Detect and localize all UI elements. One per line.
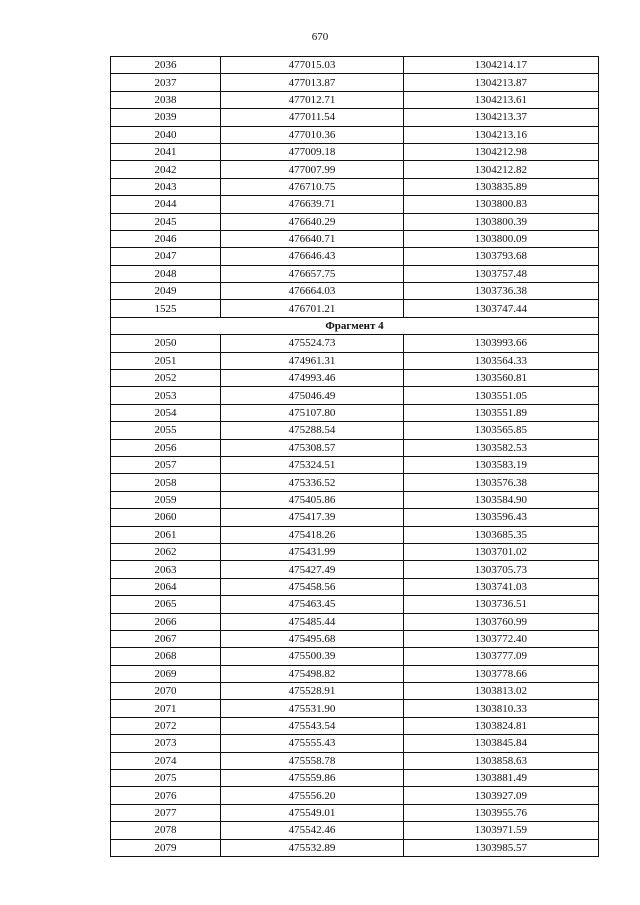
y-coordinate-cell: 1303793.68 [404,248,599,265]
table-row [111,543,599,560]
x-coordinate-cell: 477007.99 [221,161,404,178]
x-coordinate-cell: 475336.52 [221,474,404,491]
x-coordinate-cell: 475555.43 [221,735,404,752]
point-id-cell: 2048 [111,265,221,282]
y-coordinate-cell: 1303927.09 [404,787,599,804]
x-coordinate-cell: 475324.51 [221,456,404,473]
table-row [111,491,599,508]
table-row [111,387,599,404]
table-row [111,700,599,717]
x-coordinate-cell: 477010.36 [221,126,404,143]
table-row [111,335,599,352]
y-coordinate-cell: 1303741.03 [404,578,599,595]
table-row [111,74,599,91]
table-row [111,91,599,108]
table-row [111,630,599,647]
y-coordinate-cell: 1303858.63 [404,752,599,769]
point-id-cell: 2063 [111,561,221,578]
table-row [111,752,599,769]
x-coordinate-cell: 476639.71 [221,196,404,213]
y-coordinate-cell: 1303685.35 [404,526,599,543]
page-number: 670 [311,31,329,43]
point-id-cell: 2042 [111,161,221,178]
y-coordinate-cell: 1303576.38 [404,474,599,491]
point-id-cell: 2065 [111,596,221,613]
x-coordinate-cell: 475558.78 [221,752,404,769]
x-coordinate-cell: 475559.86 [221,770,404,787]
point-id-cell: 2049 [111,283,221,300]
point-id-cell: 2044 [111,196,221,213]
point-id-cell: 2064 [111,578,221,595]
point-id-cell: 2069 [111,665,221,682]
point-id-cell: 2051 [111,352,221,369]
table-row [111,143,599,160]
x-coordinate-cell: 475531.90 [221,700,404,717]
point-id-cell: 2052 [111,370,221,387]
y-coordinate-cell: 1303813.02 [404,683,599,700]
table-row [111,370,599,387]
point-id-cell: 2074 [111,752,221,769]
y-coordinate-cell: 1303810.33 [404,700,599,717]
point-id-cell: 2053 [111,387,221,404]
y-coordinate-cell: 1303772.40 [404,630,599,647]
section-header-row [111,317,599,334]
y-coordinate-cell: 1304212.82 [404,161,599,178]
point-id-cell: 2061 [111,526,221,543]
point-id-cell: 2067 [111,630,221,647]
x-coordinate-cell: 476640.71 [221,230,404,247]
table-row [111,822,599,839]
table-row [111,300,599,317]
point-id-cell: 2037 [111,74,221,91]
y-coordinate-cell: 1303778.66 [404,665,599,682]
x-coordinate-cell: 476710.75 [221,178,404,195]
y-coordinate-cell: 1303583.19 [404,456,599,473]
x-coordinate-cell: 475431.99 [221,543,404,560]
x-coordinate-cell: 476664.03 [221,283,404,300]
x-coordinate-cell: 475549.01 [221,804,404,821]
table-row [111,648,599,665]
y-coordinate-cell: 1303800.09 [404,230,599,247]
table-row [111,526,599,543]
y-coordinate-cell: 1303584.90 [404,491,599,508]
point-id-cell: 2050 [111,335,221,352]
y-coordinate-cell: 1304214.17 [404,57,599,74]
x-coordinate-cell: 476640.29 [221,213,404,230]
x-coordinate-cell: 477009.18 [221,143,404,160]
table-row [111,578,599,595]
table-row [111,839,599,856]
point-id-cell: 2055 [111,422,221,439]
y-coordinate-cell: 1303800.83 [404,196,599,213]
table-row [111,126,599,143]
point-id-cell: 2043 [111,178,221,195]
point-id-cell: 2041 [111,143,221,160]
x-coordinate-cell: 475463.45 [221,596,404,613]
x-coordinate-cell: 475308.57 [221,439,404,456]
point-id-cell: 2068 [111,648,221,665]
x-coordinate-cell: 475543.54 [221,717,404,734]
x-coordinate-cell: 477012.71 [221,91,404,108]
y-coordinate-cell: 1303582.53 [404,439,599,456]
y-coordinate-cell: 1303881.49 [404,770,599,787]
section-header-group [111,317,599,334]
point-id-cell: 2045 [111,213,221,230]
point-id-cell: 2039 [111,109,221,126]
table-row [111,404,599,421]
x-coordinate-cell: 475528.91 [221,683,404,700]
y-coordinate-cell: 1303955.76 [404,804,599,821]
x-coordinate-cell: 475288.54 [221,422,404,439]
y-coordinate-cell: 1303551.89 [404,404,599,421]
y-coordinate-cell: 1303985.57 [404,839,599,856]
x-coordinate-cell: 477011.54 [221,109,404,126]
y-coordinate-cell: 1303824.81 [404,717,599,734]
point-id-cell: 2059 [111,491,221,508]
y-coordinate-cell: 1303800.39 [404,213,599,230]
point-id-cell: 2072 [111,717,221,734]
y-coordinate-cell: 1303777.09 [404,648,599,665]
y-coordinate-cell: 1303560.81 [404,370,599,387]
point-id-cell: 2073 [111,735,221,752]
point-id-cell: 2078 [111,822,221,839]
point-id-cell: 2036 [111,57,221,74]
rows-before [111,57,599,318]
y-coordinate-cell: 1303760.99 [404,613,599,630]
table-row [111,596,599,613]
x-coordinate-cell: 475524.73 [221,335,404,352]
x-coordinate-cell: 475046.49 [221,387,404,404]
x-coordinate-cell: 475498.82 [221,665,404,682]
y-coordinate-cell: 1303705.73 [404,561,599,578]
table-row [111,770,599,787]
x-coordinate-cell: 475532.89 [221,839,404,856]
x-coordinate-cell: 474961.31 [221,352,404,369]
y-coordinate-cell: 1303736.38 [404,283,599,300]
x-coordinate-cell: 476701.21 [221,300,404,317]
y-coordinate-cell: 1303565.85 [404,422,599,439]
y-coordinate-cell: 1303551.05 [404,387,599,404]
point-id-cell: 2077 [111,804,221,821]
table-row [111,439,599,456]
table-row [111,665,599,682]
x-coordinate-cell: 475107.80 [221,404,404,421]
table-row [111,474,599,491]
table-row [111,178,599,195]
x-coordinate-cell: 475405.86 [221,491,404,508]
point-id-cell: 2060 [111,509,221,526]
x-coordinate-cell: 477013.87 [221,74,404,91]
x-coordinate-cell: 475500.39 [221,648,404,665]
table-row [111,57,599,74]
point-id-cell: 2040 [111,126,221,143]
table-row [111,196,599,213]
point-id-cell: 2066 [111,613,221,630]
table-row [111,283,599,300]
y-coordinate-cell: 1303845.84 [404,735,599,752]
y-coordinate-cell: 1303993.66 [404,335,599,352]
point-id-cell: 2075 [111,770,221,787]
point-id-cell: 2062 [111,543,221,560]
y-coordinate-cell: 1303564.33 [404,352,599,369]
table-row [111,735,599,752]
point-id-cell: 2038 [111,91,221,108]
y-coordinate-cell: 1303596.43 [404,509,599,526]
point-id-cell: 2056 [111,439,221,456]
y-coordinate-cell: 1303757.48 [404,265,599,282]
table-row [111,456,599,473]
coordinates-table [110,56,599,857]
x-coordinate-cell: 475418.26 [221,526,404,543]
y-coordinate-cell: 1303835.89 [404,178,599,195]
y-coordinate-cell: 1304213.87 [404,74,599,91]
y-coordinate-cell: 1304213.61 [404,91,599,108]
x-coordinate-cell: 475427.49 [221,561,404,578]
point-id-cell: 2046 [111,230,221,247]
table-row [111,787,599,804]
table-row [111,804,599,821]
y-coordinate-cell: 1304213.37 [404,109,599,126]
y-coordinate-cell: 1304213.16 [404,126,599,143]
y-coordinate-cell: 1303701.02 [404,543,599,560]
point-id-cell: 2054 [111,404,221,421]
point-id-cell: 2058 [111,474,221,491]
table-row [111,613,599,630]
point-id-cell: 2076 [111,787,221,804]
x-coordinate-cell: 475458.56 [221,578,404,595]
table-row [111,109,599,126]
rows-after [111,335,599,857]
x-coordinate-cell: 474993.46 [221,370,404,387]
table-row [111,717,599,734]
y-coordinate-cell: 1303736.51 [404,596,599,613]
table-row [111,422,599,439]
x-coordinate-cell: 475485.44 [221,613,404,630]
x-coordinate-cell: 475495.68 [221,630,404,647]
point-id-cell: 2070 [111,683,221,700]
x-coordinate-cell: 476657.75 [221,265,404,282]
section-title: Фрагмент 4 [111,317,599,334]
table-row [111,213,599,230]
point-id-cell: 2047 [111,248,221,265]
table-row [111,265,599,282]
table-row [111,230,599,247]
table-row [111,248,599,265]
point-id-cell: 2057 [111,456,221,473]
table-row [111,161,599,178]
table-row [111,561,599,578]
x-coordinate-cell: 475542.46 [221,822,404,839]
y-coordinate-cell: 1303747.44 [404,300,599,317]
y-coordinate-cell: 1304212.98 [404,143,599,160]
x-coordinate-cell: 476646.43 [221,248,404,265]
x-coordinate-cell: 475417.39 [221,509,404,526]
table-row [111,683,599,700]
point-id-cell: 2071 [111,700,221,717]
table-row [111,509,599,526]
point-id-cell: 1525 [111,300,221,317]
point-id-cell: 2079 [111,839,221,856]
x-coordinate-cell: 477015.03 [221,57,404,74]
y-coordinate-cell: 1303971.59 [404,822,599,839]
table-row [111,352,599,369]
x-coordinate-cell: 475556.20 [221,787,404,804]
